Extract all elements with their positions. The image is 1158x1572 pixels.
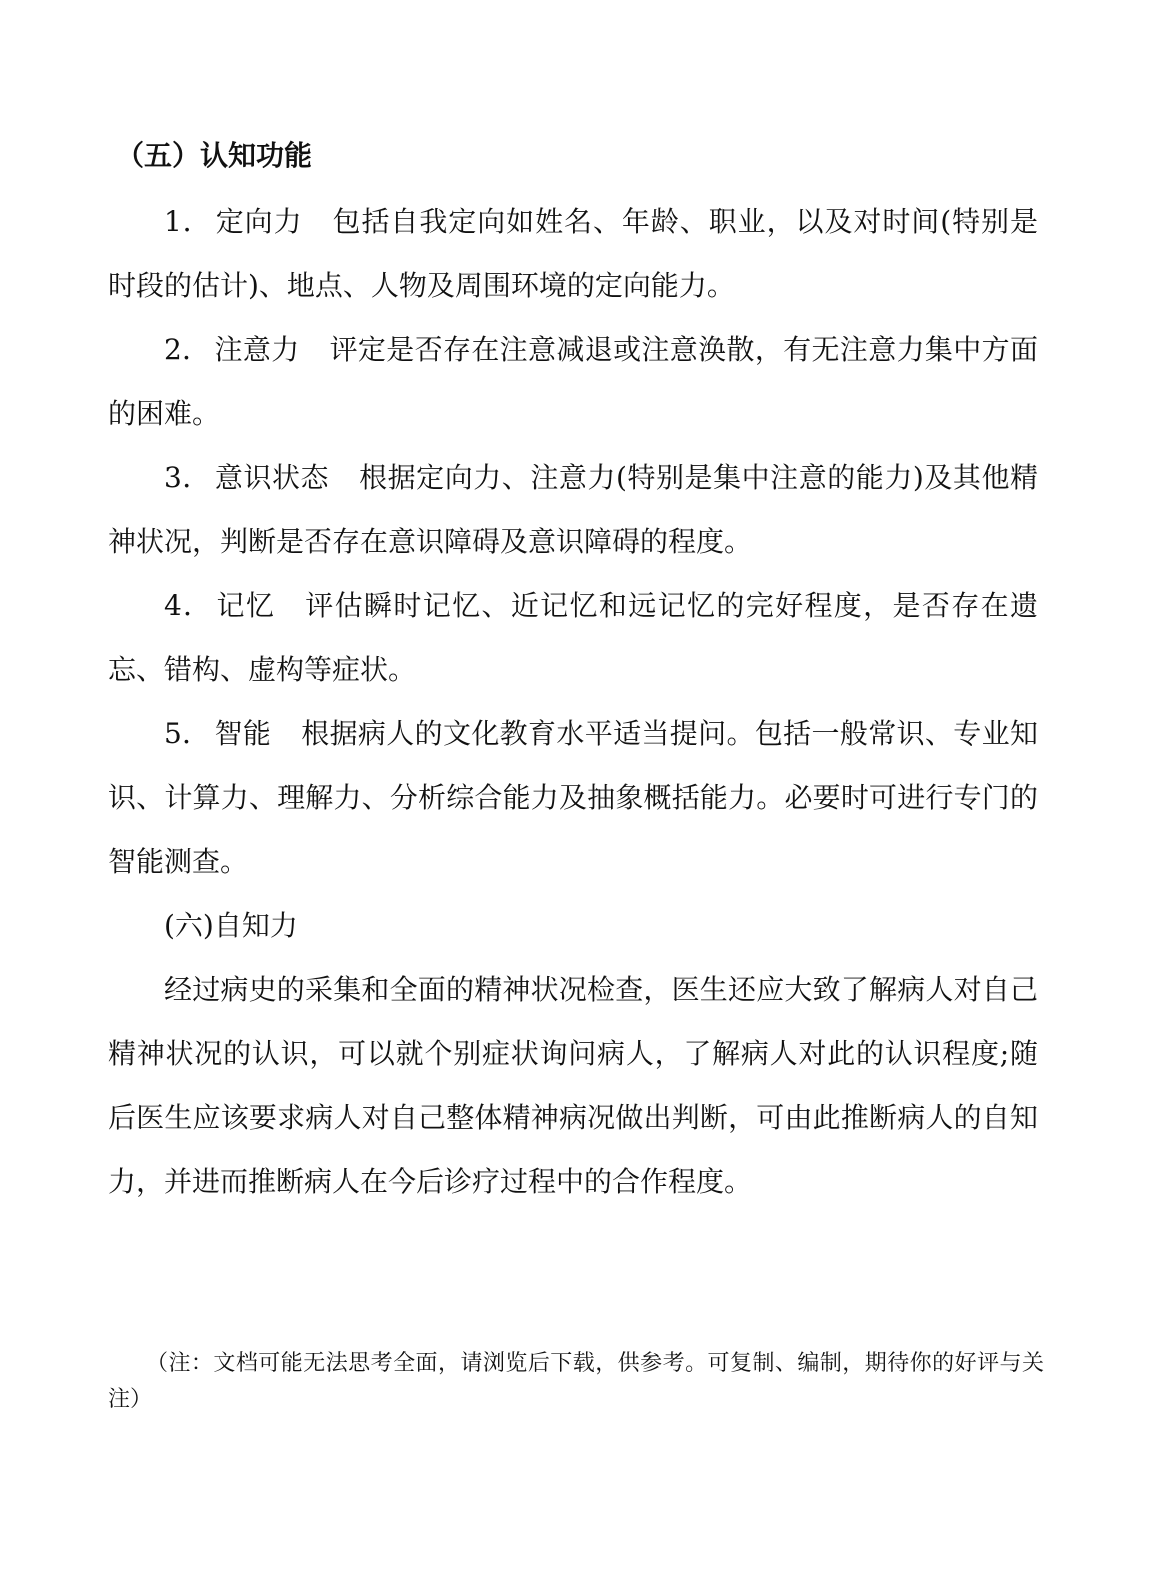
list-item-memory (108, 574, 1038, 702)
section-heading: （五）认知功能 (116, 139, 313, 172)
list-item-consciousness (108, 446, 1038, 574)
item-term: 记忆 (216, 589, 276, 622)
item-text: 评定是否存在注意减退或注意涣散，有无注意力集中方面的困难。 (108, 333, 1038, 430)
item-number: 4． (164, 589, 213, 622)
item-text: 根据病人的文化教育水平适当提问。包括一般常识、专业知识、计算力、理解力、分析综合能力及抽象概括能力。必要时可进行专门的智能测查。 (108, 717, 1038, 878)
item-number: 1． (164, 205, 212, 238)
list-item-orientation (108, 190, 1038, 318)
item-term: 注意力 (214, 333, 300, 366)
item-term: 意识状态 (214, 461, 330, 494)
footnote: （注：文档可能无法思考全面，请浏览后下载，供参考。可复制、编制，期待你的好评与关注） (108, 1351, 1044, 1412)
item-term: 智能 (214, 717, 272, 750)
insight-paragraph: 经过病史的采集和全面的精神状况检查，医生还应大致了解病人对自己精神状况的认识，可以就个别症状询问病人，了解病人对此的认识程度;随后医生应该要求病人对自己整体精神病况做出判断，可由此推断病人的自知力，并进而推断病人在今后诊疗过程中的合作程度。 (108, 973, 1038, 1198)
item-text: 包括自我定向如姓名、年龄、职业，以及对时间(特别是时段的估计)、地点、人物及周围环境的定向能力。 (108, 205, 1038, 302)
insight-heading: (六)自知力 (164, 909, 298, 942)
document-page (108, 128, 1038, 1214)
item-text: 评估瞬时记忆、近记忆和远记忆的完好程度，是否存在遗忘、错构、虚构等症状。 (108, 589, 1038, 686)
item-number: 2． (164, 333, 211, 366)
item-text: 根据定向力、注意力(特别是集中注意的能力)及其他精神状况，判断是否存在意识障碍及意识障碍的程度。 (108, 461, 1038, 558)
item-term: 定向力 (215, 205, 303, 238)
item-number: 5． (164, 717, 211, 750)
item-number: 3． (164, 461, 211, 494)
list-item-attention (108, 318, 1038, 446)
list-item-intelligence (108, 702, 1038, 894)
